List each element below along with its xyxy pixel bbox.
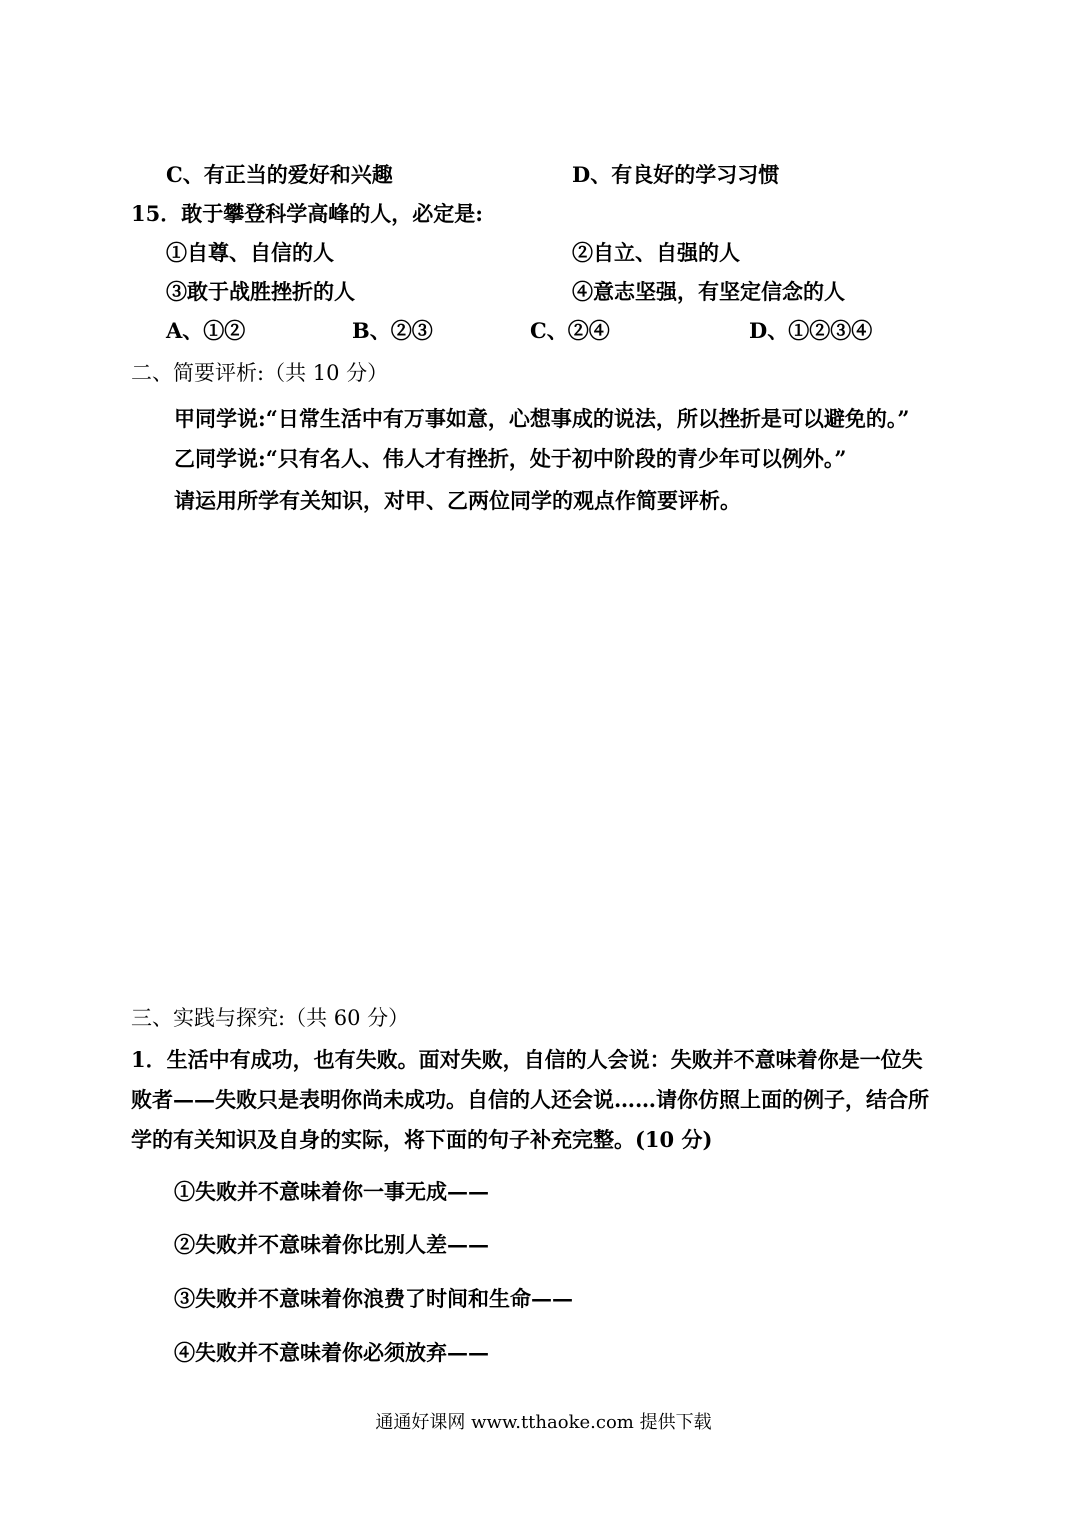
q15-option-b: B、②③ [352, 318, 433, 343]
section3-q1-line-3: 学的有关知识及自身的实际，将下面的句子补充完整。(10 分) [131, 1127, 713, 1152]
q15-option-d: D、①②③④ [749, 318, 873, 343]
q15-option-c: C、②④ [530, 318, 610, 343]
q14-option-d: D、有良好的学习习惯 [572, 162, 780, 187]
section2-statement-yi: 乙同学说:“只有名人、伟人才有挫折，处于初中阶段的青少年可以例外。” [174, 446, 847, 471]
section2-statement-jia: 甲同学说:“日常生活中有万事如意，心想事成的说法，所以挫折是可以避免的。” [174, 406, 910, 431]
q15-stem: 15．敢于攀登科学高峰的人，必定是: [131, 201, 483, 226]
q15-item-2: ②自立、自强的人 [572, 240, 740, 265]
q15-option-a: A、①② [166, 318, 246, 343]
section3-item-2: ②失败并不意味着你比别人差—— [174, 1232, 489, 1257]
q15-item-4: ④意志坚强，有坚定信念的人 [572, 279, 845, 304]
section3-q1-line-1: 1．生活中有成功，也有失败。面对失败，自信的人会说：失败并不意味着你是一位失 [131, 1047, 923, 1072]
section2-instruction: 请运用所学有关知识，对甲、乙两位同学的观点作简要评析。 [174, 488, 741, 513]
q15-item-1: ①自尊、自信的人 [166, 240, 334, 265]
section3-heading: 三、实践与探究:（共 60 分） [131, 1006, 410, 1030]
section3-q1-line-2: 败者——失败只是表明你尚未成功。自信的人还会说……请你仿照上面的例子，结合所 [131, 1087, 929, 1112]
section2-heading: 二、简要评析:（共 10 分） [131, 361, 389, 385]
section3-item-3: ③失败并不意味着你浪费了时间和生命—— [174, 1286, 573, 1311]
q15-item-3: ③敢于战胜挫折的人 [166, 279, 355, 304]
section3-item-1: ①失败并不意味着你一事无成—— [174, 1179, 489, 1204]
page-footer: 通通好课网 www.tthaoke.com 提供下载 [375, 1412, 712, 1433]
section3-item-4: ④失败并不意味着你必须放弃—— [174, 1340, 489, 1365]
q14-option-c: C、有正当的爱好和兴趣 [166, 162, 393, 187]
